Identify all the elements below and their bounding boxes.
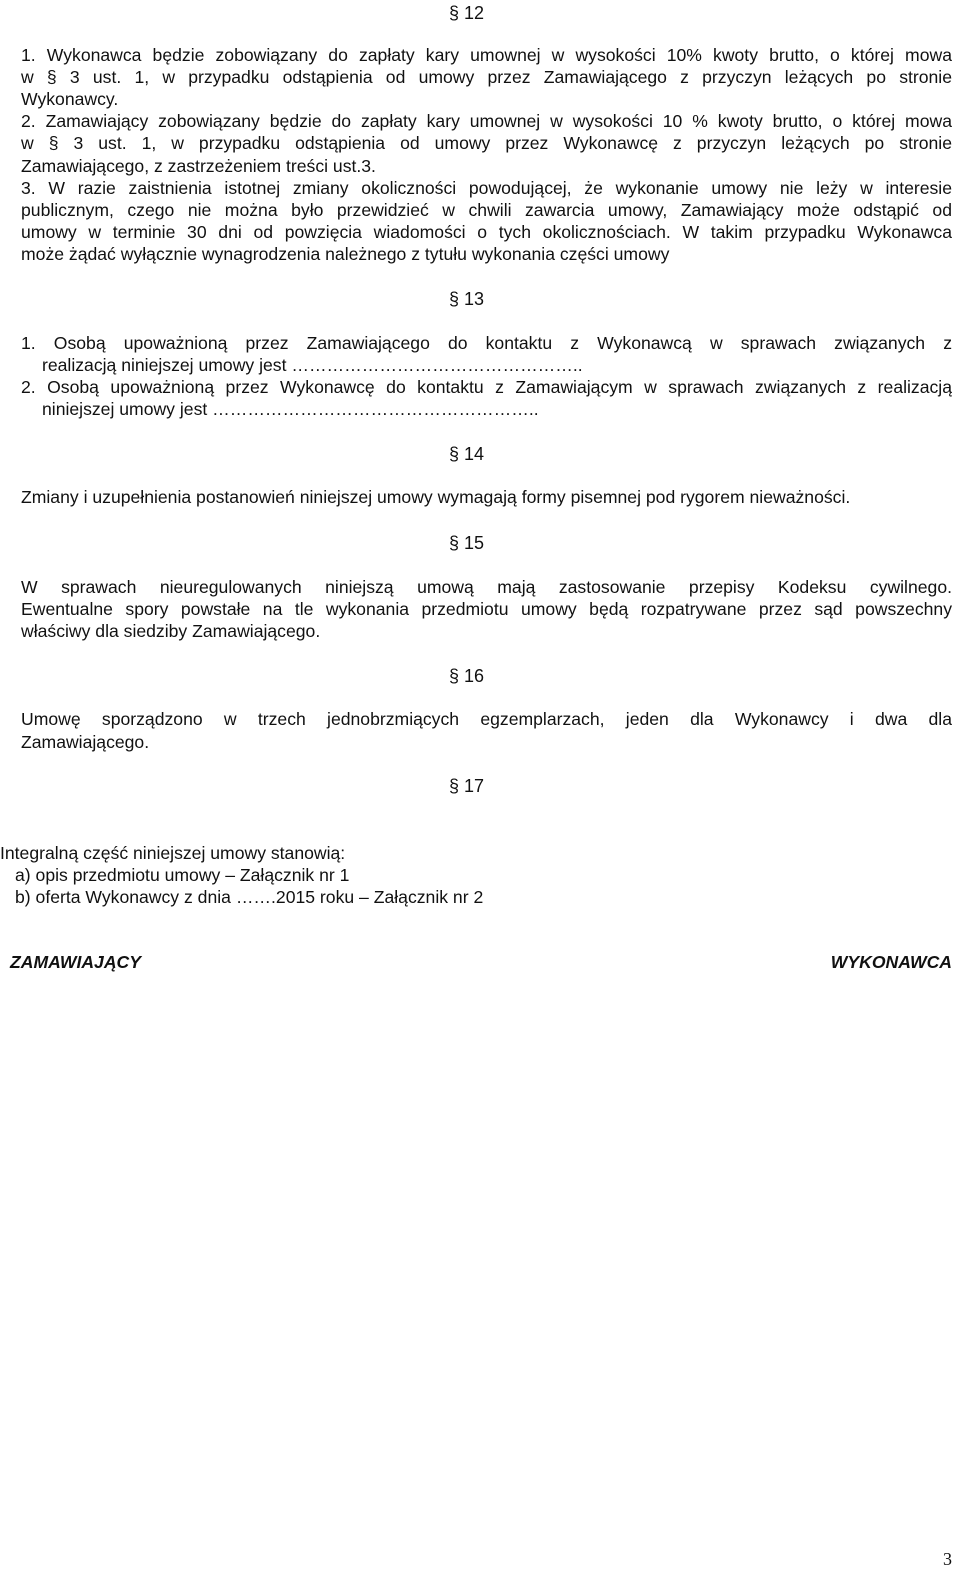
para16-line1: Umowę sporządzono w trzech jednobrzmiących egzemplarzach, jeden dla Wykonawcy i dwa dla [21,709,952,729]
para15-line2: Ewentualne spory powstałe na tle wykonania przedmiotu umowy będą rozpatrywane przez sąd powszechny [21,599,952,619]
para17-intro: Integralną część niniejszej umowy stanowią: [0,843,346,863]
para12-item2-line2: w § 3 ust. 1, w przypadku odstąpienia od umowy przez Wykonawcę z przyczyn leżących po stronie [21,133,952,153]
para16-line2: Zamawiającego. [21,732,150,752]
para12-item3-line4: może żądać wyłącznie wynagrodzenia należnego z tytułu wykonania części umowy [21,244,670,264]
para12-item1-line2: w § 3 ust. 1, w przypadku odstąpienia od umowy przez Zamawiającego z przyczyn leżących po stronie [21,67,952,87]
para12-item3-line1: 3. W razie zaistnienia istotnej zmiany okoliczności powodującej, że wykonanie umowy nie leży w interesie [21,178,952,198]
section-12-heading: § 12 [449,3,485,23]
page-number: 3 [943,1549,952,1569]
section-15-heading: § 15 [449,533,485,553]
para17-item-b: b) oferta Wykonawcy z dnia …….2015 roku – Załącznik nr 2 [15,887,484,907]
signature-right: WYKONAWCA [830,952,952,972]
section-13-heading: § 13 [449,289,485,309]
section-16-heading: § 16 [449,666,485,686]
para14-line1: Zmiany i uzupełnienia postanowień niniejszej umowy wymagają formy pisemnej pod rygorem nieważności. [21,487,851,507]
para12-item3-line2: publicznym, czego nie można było przewidzieć w chwili zawarcia umowy, Zamawiający może odstąpić od [21,200,952,220]
para12-item2-line3: Zamawiającego, z zastrzeżeniem treści ust.3. [21,156,376,176]
para12-item1-line1: 1. Wykonawca będzie zobowiązany do zapłaty kary umownej w wysokości 10% kwoty brutto, o której mowa [21,45,952,65]
section-14-heading: § 14 [449,444,485,464]
para17-item-a: a) opis przedmiotu umowy – Załącznik nr 1 [15,865,350,885]
signature-left: ZAMAWIAJĄCY [10,952,141,972]
para13-item2-line2: niniejszej umowy jest ……………………………………………….. [42,399,539,419]
section-17-heading: § 17 [449,776,485,796]
para15-line1: W sprawach nieuregulowanych niniejszą umową mają zastosowanie przepisy Kodeksu cywilnego. [21,577,952,597]
para12-item3-line3: umowy w terminie 30 dni od powzięcia wiadomości o tych okolicznościach. W takim przypadku Wykonawca [21,222,952,242]
para12-item2-line1: 2. Zamawiający zobowiązany będzie do zapłaty kary umownej w wysokości 10 % kwoty brutto, o której mowa [21,111,952,131]
para13-item1-line2: realizacją niniejszej umowy jest ………………………………………….. [42,355,583,375]
para15-line3: właściwy dla siedziby Zamawiającego. [21,621,321,641]
para13-item2-line1: 2. Osobą upoważnioną przez Wykonawcę do kontaktu z Zamawiającym w sprawach związanych z realizacją [21,377,952,397]
para12-item1-line3: Wykonawcy. [21,89,119,109]
para13-item1-line1: 1. Osobą upoważnioną przez Zamawiającego do kontaktu z Wykonawcą w sprawach związanych z [21,333,952,353]
